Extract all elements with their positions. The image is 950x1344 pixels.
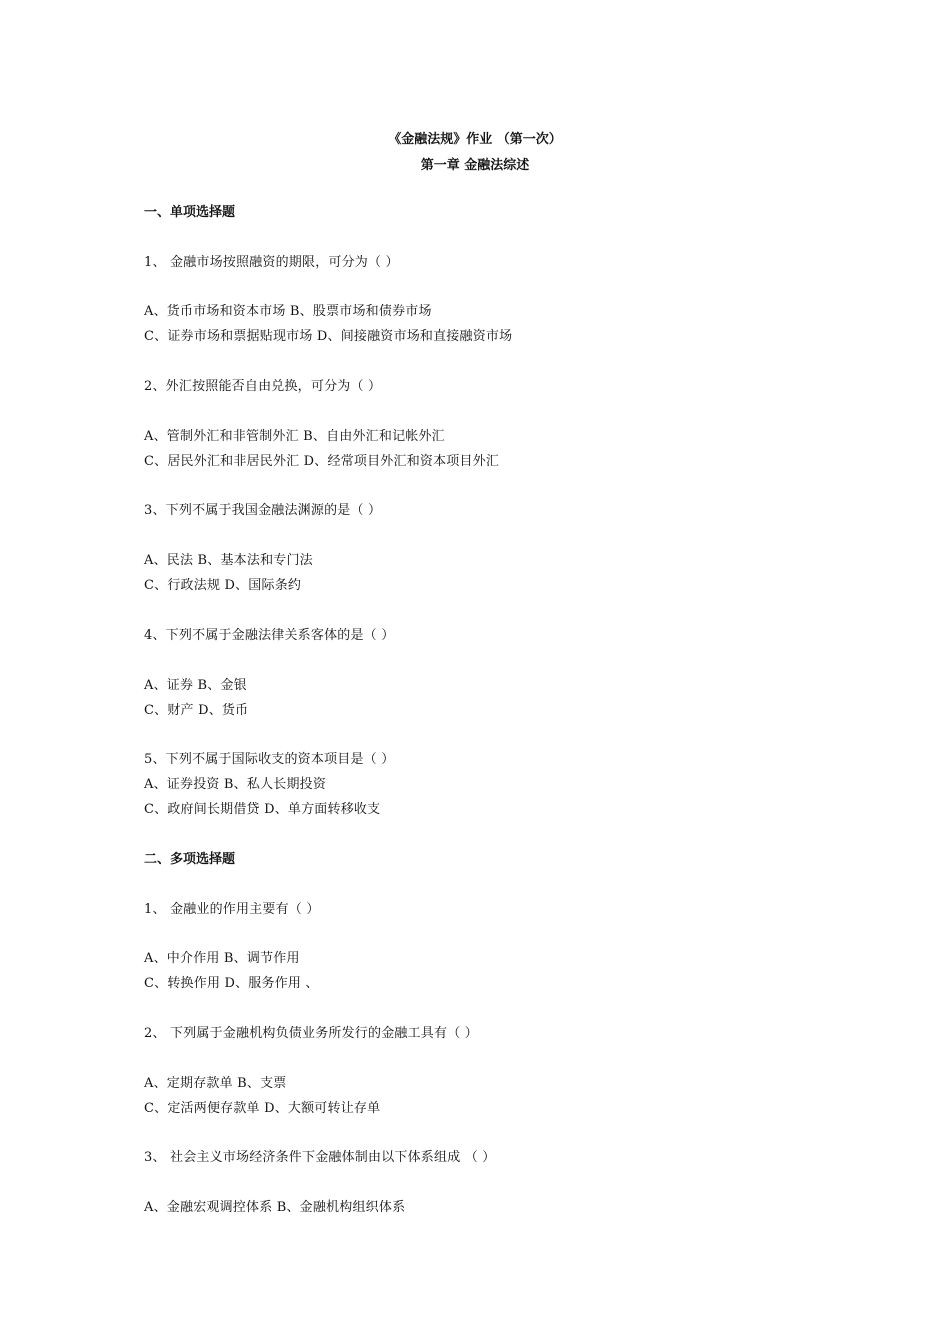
question-option: A、证券 B、金银 <box>144 678 247 693</box>
question-stem: 2、外汇按照能否自由兑换，可分为（ ） <box>144 379 382 394</box>
question-option: A、证券投资 B、私人长期投资 <box>144 777 327 792</box>
question-stem: 1、 金融市场按照融资的期限，可分为（ ） <box>144 255 399 270</box>
question-option: A、中介作用 B、调节作用 <box>144 951 300 966</box>
question-stem: 3、下列不属于我国金融法渊源的是（ ） <box>144 503 382 518</box>
question-option: C、转换作用 D、服务作用 、 <box>144 976 319 991</box>
question-option: A、管制外汇和非管制外汇 B、自由外汇和记帐外汇 <box>144 429 445 444</box>
question-option: C、定活两便存款单 D、大额可转让存单 <box>144 1101 381 1116</box>
question-option: A、金融宏观调控体系 B、金融机构组织体系 <box>144 1200 406 1215</box>
question-option: C、财产 D、货币 <box>144 703 249 718</box>
question-stem: 4、下列不属于金融法律关系客体的是（ ） <box>144 628 395 643</box>
question-option: C、居民外汇和非居民外汇 D、经常项目外汇和资本项目外汇 <box>144 454 500 469</box>
question-stem: 1、 金融业的作用主要有（ ） <box>144 902 320 917</box>
question-option: A、货币市场和资本市场 B、股票市场和债券市场 <box>144 304 432 319</box>
question-stem: 2、 下列属于金融机构负债业务所发行的金融工具有（ ） <box>144 1026 478 1041</box>
section-heading-single-choice: 一、单项选择题 <box>144 205 236 220</box>
section-heading-multiple-choice: 二、多项选择题 <box>144 852 236 867</box>
question-option: A、民法 B、基本法和专门法 <box>144 553 313 568</box>
question-option: C、政府间长期借贷 D、单方面转移收支 <box>144 802 381 817</box>
question-option: C、证券市场和票据贴现市场 D、间接融资市场和直接融资市场 <box>144 329 513 344</box>
question-stem: 5、下列不属于国际收支的资本项目是（ ） <box>144 752 395 767</box>
question-option: C、行政法规 D、国际条约 <box>144 578 302 593</box>
question-option: A、定期存款单 B、支票 <box>144 1076 287 1091</box>
chapter-title: 第一章 金融法综述 <box>420 158 530 173</box>
question-stem: 3、 社会主义市场经济条件下金融体制由以下体系组成 （ ） <box>144 1150 496 1165</box>
document-title: 《金融法规》作业 （第一次） <box>388 132 562 147</box>
